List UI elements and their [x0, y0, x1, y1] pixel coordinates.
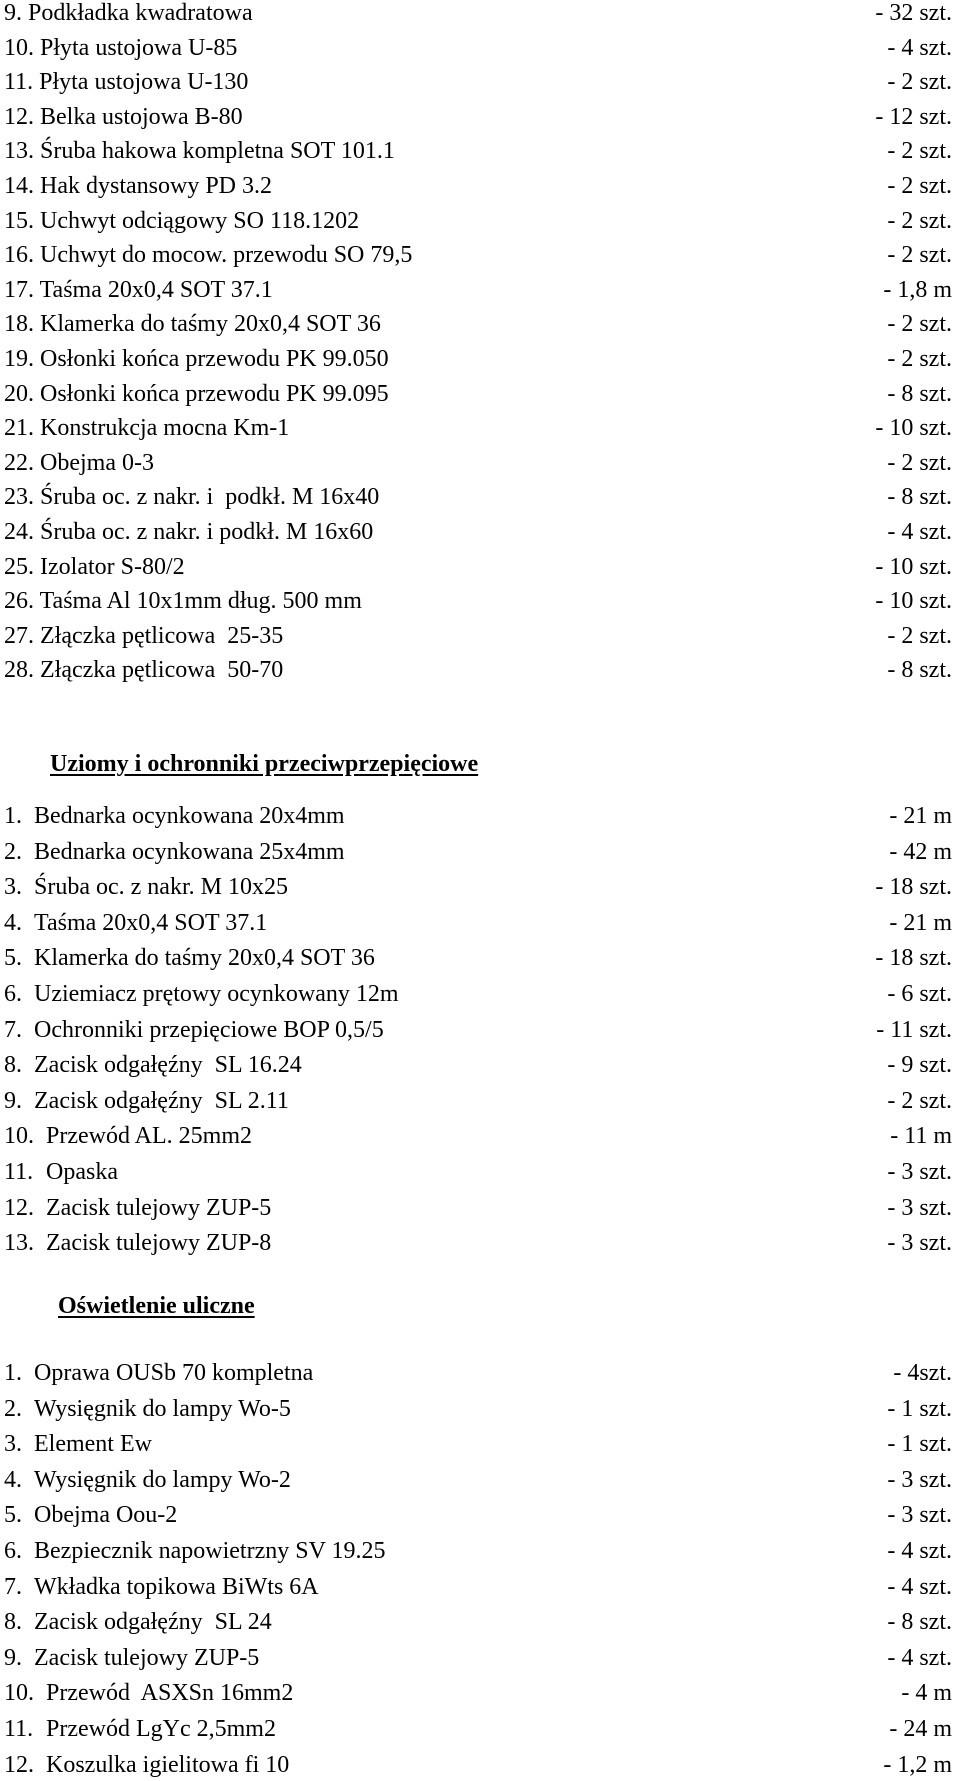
- item-quantity: - 2 szt.: [887, 242, 952, 268]
- list-item: [0, 1049, 960, 1081]
- list-item: [0, 1428, 960, 1460]
- list-item: [0, 1227, 960, 1259]
- list-item: [0, 871, 960, 903]
- item-name: Zacisk odgałęźny SL 2.11: [34, 1088, 289, 1114]
- section-heading-uziomy: Uziomy i ochronniki przeciwprzepięciowe: [50, 751, 479, 777]
- list-item: [0, 135, 960, 167]
- item-quantity: - 12 szt.: [875, 104, 952, 130]
- item-quantity: - 1,8 m: [883, 277, 952, 303]
- list-item: [0, 1014, 960, 1046]
- item-quantity: - 3 szt.: [887, 1159, 952, 1185]
- item-quantity: - 6 szt.: [887, 981, 952, 1007]
- list-item: [0, 1156, 960, 1188]
- item-quantity: - 2 szt.: [887, 208, 952, 234]
- item-number: 2.: [4, 839, 22, 865]
- list-item: [0, 1606, 960, 1638]
- item-name: 23. Śruba oc. z nakr. i podkł. M 16x40: [4, 484, 380, 510]
- item-name: 18. Klamerka do taśmy 20x0,4 SOT 36: [4, 311, 381, 337]
- item-name: Zacisk odgałęźny SL 16.24: [34, 1052, 302, 1078]
- item-quantity: - 3 szt.: [887, 1230, 952, 1256]
- item-quantity: - 1 szt.: [887, 1396, 952, 1422]
- item-name: Oprawa OUSb 70 kompletna: [34, 1360, 314, 1386]
- item-quantity: - 4 m: [901, 1680, 952, 1706]
- item-number: 6.: [4, 1538, 22, 1564]
- section-heading-oswietlenie: Oświetlenie uliczne: [58, 1293, 255, 1319]
- item-name: Zacisk tulejowy ZUP-8: [46, 1230, 272, 1256]
- item-number: 3.: [4, 1431, 22, 1457]
- item-number: 4.: [4, 1467, 22, 1493]
- item-name: Bednarka ocynkowana 20x4mm: [34, 803, 345, 829]
- list-item: [0, 978, 960, 1010]
- list-item: [0, 239, 960, 271]
- list-item: [0, 343, 960, 375]
- item-quantity: - 8 szt.: [887, 1609, 952, 1635]
- list-item: [0, 907, 960, 939]
- item-quantity: - 4 szt.: [887, 1538, 952, 1564]
- list-item: [0, 32, 960, 64]
- item-name: 11. Płyta ustojowa U-130: [4, 69, 249, 95]
- list-item: [0, 1357, 960, 1389]
- item-name: 15. Uchwyt odciągowy SO 118.1202: [4, 208, 360, 234]
- item-name: Koszulka igielitowa fi 10: [46, 1752, 290, 1778]
- list-item: [0, 378, 960, 410]
- item-quantity: - 32 szt.: [875, 0, 952, 26]
- item-name: Przewód AL. 25mm2: [46, 1123, 252, 1149]
- item-quantity: - 18 szt.: [875, 945, 952, 971]
- list-item: [0, 1464, 960, 1496]
- item-name: 14. Hak dystansowy PD 3.2: [4, 173, 272, 199]
- list-item: [0, 0, 960, 29]
- item-name: 22. Obejma 0-3: [4, 450, 154, 476]
- item-quantity: - 1 szt.: [887, 1431, 952, 1457]
- item-quantity: - 2 szt.: [887, 173, 952, 199]
- list-item: [0, 1192, 960, 1224]
- item-quantity: - 4 szt.: [887, 519, 952, 545]
- item-quantity: - 4 szt.: [887, 35, 952, 61]
- item-number: 13.: [4, 1230, 34, 1256]
- item-name: Taśma 20x0,4 SOT 37.1: [34, 910, 268, 936]
- item-quantity: - 2 szt.: [887, 69, 952, 95]
- item-number: 7.: [4, 1574, 22, 1600]
- item-quantity: - 18 szt.: [875, 874, 952, 900]
- item-number: 1.: [4, 1360, 22, 1386]
- item-name: Zacisk tulejowy ZUP-5: [46, 1195, 272, 1221]
- item-name: Przewód ASXSn 16mm2: [46, 1680, 294, 1706]
- item-name: Obejma Oou-2: [34, 1502, 178, 1528]
- item-quantity: - 10 szt.: [875, 554, 952, 580]
- item-quantity: - 24 m: [889, 1716, 952, 1742]
- list-item: [0, 620, 960, 652]
- item-quantity: - 2 szt.: [887, 138, 952, 164]
- item-quantity: - 10 szt.: [875, 415, 952, 441]
- list-item: [0, 274, 960, 306]
- item-quantity: - 8 szt.: [887, 484, 952, 510]
- list-item: [0, 1571, 960, 1603]
- list-item: [0, 1642, 960, 1674]
- item-quantity: - 10 szt.: [875, 588, 952, 614]
- item-quantity: - 2 szt.: [887, 1088, 952, 1114]
- list-item: [0, 1677, 960, 1709]
- item-name: 13. Śruba hakowa kompletna SOT 101.1: [4, 138, 395, 164]
- item-name: 9. Podkładka kwadratowa: [4, 0, 253, 26]
- item-number: 1.: [4, 803, 22, 829]
- item-quantity: - 11 m: [890, 1123, 952, 1149]
- item-name: 20. Osłonki końca przewodu PK 99.095: [4, 381, 389, 407]
- list-item: [0, 516, 960, 548]
- item-quantity: - 21 m: [889, 803, 952, 829]
- list-item: [0, 1749, 960, 1781]
- list-item: [0, 1085, 960, 1117]
- list-item: [0, 66, 960, 98]
- item-number: 9.: [4, 1645, 22, 1671]
- item-name: 16. Uchwyt do mocow. przewodu SO 79,5: [4, 242, 413, 268]
- item-quantity: - 8 szt.: [887, 657, 952, 683]
- item-name: 26. Taśma Al 10x1mm dług. 500 mm: [4, 588, 362, 614]
- item-quantity: - 3 szt.: [887, 1467, 952, 1493]
- list-item: [0, 551, 960, 583]
- item-name: Zacisk odgałęźny SL 24: [34, 1609, 272, 1635]
- list-item: [0, 1713, 960, 1745]
- list-item: [0, 170, 960, 202]
- list-item: [0, 101, 960, 133]
- list-item: [0, 836, 960, 868]
- list-item: [0, 1393, 960, 1425]
- item-name: Śruba oc. z nakr. M 10x25: [34, 874, 288, 900]
- item-number: 8.: [4, 1052, 22, 1078]
- list-item: [0, 585, 960, 617]
- item-name: Ochronniki przepięciowe BOP 0,5/5: [34, 1017, 384, 1043]
- item-number: 3.: [4, 874, 22, 900]
- item-quantity: - 21 m: [889, 910, 952, 936]
- item-quantity: - 2 szt.: [887, 450, 952, 476]
- item-number: 12.: [4, 1195, 34, 1221]
- item-quantity: - 3 szt.: [887, 1502, 952, 1528]
- item-name: 24. Śruba oc. z nakr. i podkł. M 16x60: [4, 519, 374, 545]
- item-quantity: - 4 szt.: [887, 1574, 952, 1600]
- item-number: 12.: [4, 1752, 34, 1778]
- item-number: 4.: [4, 910, 22, 936]
- item-quantity: - 8 szt.: [887, 381, 952, 407]
- item-number: 10.: [4, 1123, 34, 1149]
- item-name: Element Ew: [34, 1431, 152, 1457]
- list-item: [0, 942, 960, 974]
- item-name: 17. Taśma 20x0,4 SOT 37.1: [4, 277, 273, 303]
- item-number: 11.: [4, 1716, 34, 1742]
- item-quantity: - 1,2 m: [883, 1752, 952, 1778]
- item-name: Przewód LgYc 2,5mm2: [46, 1716, 276, 1742]
- item-quantity: - 9 szt.: [887, 1052, 952, 1078]
- item-number: 6.: [4, 981, 22, 1007]
- item-name: 25. Izolator S-80/2: [4, 554, 185, 580]
- item-name: Wysięgnik do lampy Wo-2: [34, 1467, 291, 1493]
- item-name: Wkładka topikowa BiWts 6A: [34, 1574, 319, 1600]
- item-name: Wysięgnik do lampy Wo-5: [34, 1396, 291, 1422]
- item-name: Bezpiecznik napowietrzny SV 19.25: [34, 1538, 386, 1564]
- item-quantity: - 2 szt.: [887, 311, 952, 337]
- list-item: [0, 654, 960, 686]
- item-name: Opaska: [46, 1159, 118, 1185]
- list-item: [0, 1535, 960, 1567]
- list-item: [0, 1120, 960, 1152]
- list-item: [0, 1499, 960, 1531]
- list-item: [0, 800, 960, 832]
- item-quantity: - 3 szt.: [887, 1195, 952, 1221]
- list-item: [0, 481, 960, 513]
- item-name: 27. Złączka pętlicowa 25-35: [4, 623, 284, 649]
- item-number: 5.: [4, 945, 22, 971]
- item-number: 7.: [4, 1017, 22, 1043]
- item-number: 11.: [4, 1159, 34, 1185]
- item-quantity: - 4szt.: [893, 1360, 952, 1386]
- item-name: 19. Osłonki końca przewodu PK 99.050: [4, 346, 389, 372]
- item-number: 5.: [4, 1502, 22, 1528]
- item-number: 9.: [4, 1088, 22, 1114]
- list-item: [0, 308, 960, 340]
- list-item: [0, 205, 960, 237]
- item-name: 12. Belka ustojowa B-80: [4, 104, 243, 130]
- list-item: [0, 412, 960, 444]
- item-number: 2.: [4, 1396, 22, 1422]
- item-quantity: - 42 m: [889, 839, 952, 865]
- item-name: 28. Złączka pętlicowa 50-70: [4, 657, 284, 683]
- item-name: Uziemiacz prętowy ocynkowany 12m: [34, 981, 399, 1007]
- item-number: 8.: [4, 1609, 22, 1635]
- item-name: Klamerka do taśmy 20x0,4 SOT 36: [34, 945, 375, 971]
- item-quantity: - 2 szt.: [887, 346, 952, 372]
- item-name: Zacisk tulejowy ZUP-5: [34, 1645, 260, 1671]
- item-quantity: - 4 szt.: [887, 1645, 952, 1671]
- item-number: 10.: [4, 1680, 34, 1706]
- item-quantity: - 2 szt.: [887, 623, 952, 649]
- item-name: 10. Płyta ustojowa U-85: [4, 35, 238, 61]
- item-name: 21. Konstrukcja mocna Km-1: [4, 415, 290, 441]
- item-quantity: - 11 szt.: [876, 1017, 952, 1043]
- list-item: [0, 447, 960, 479]
- item-name: Bednarka ocynkowana 25x4mm: [34, 839, 345, 865]
